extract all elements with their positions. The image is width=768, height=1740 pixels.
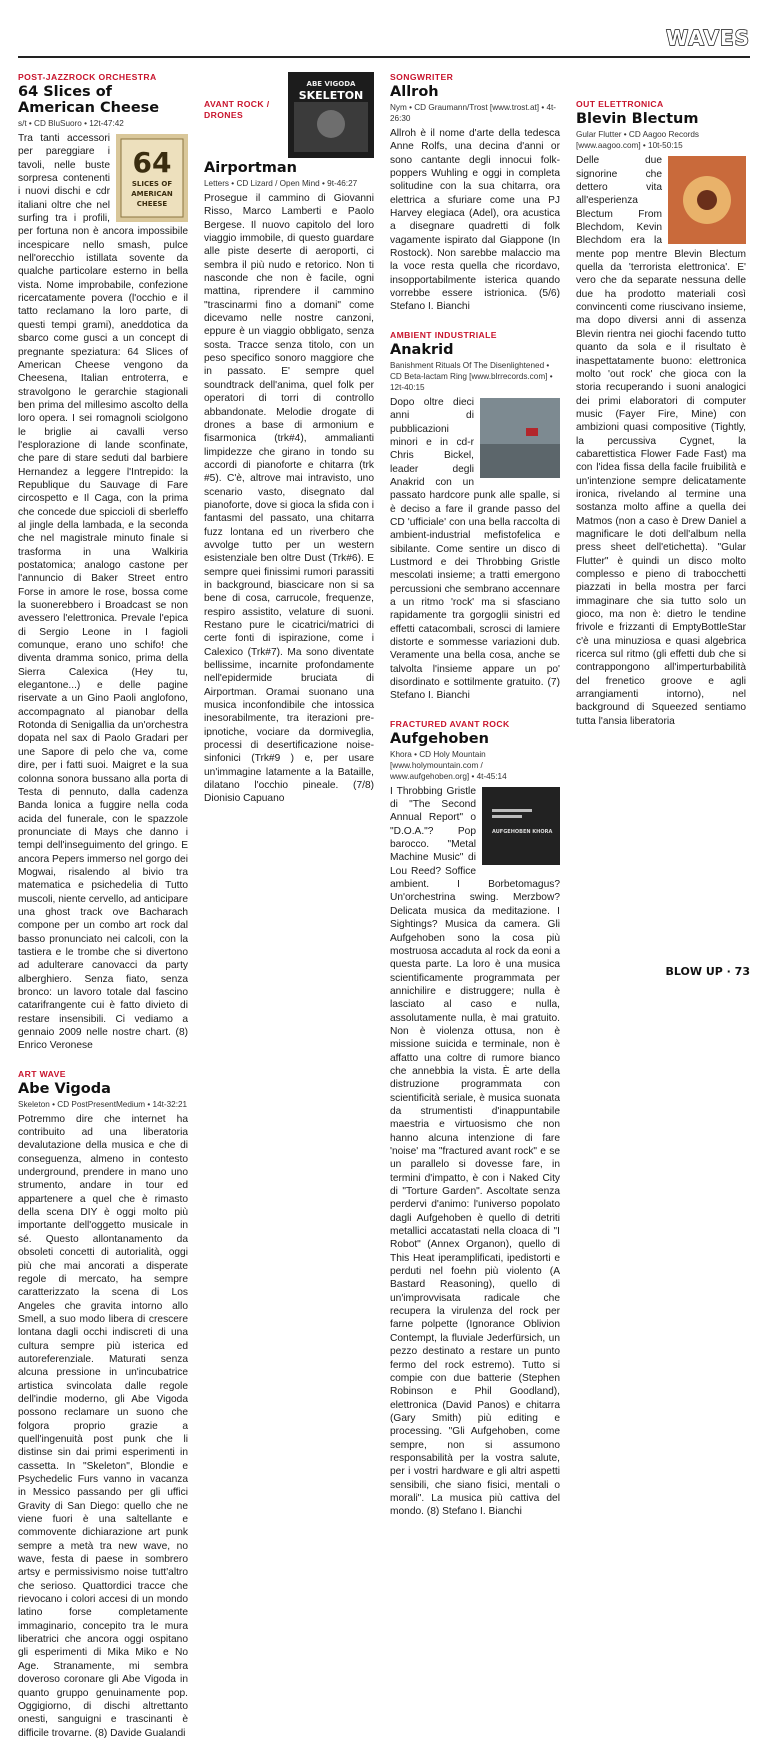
cover-line: CHEESE [136,200,168,208]
genre-kicker: ART WAVE [18,1068,66,1079]
review-body-continued [576,70,746,83]
album-cover-blevin-blectum [668,156,746,244]
genre-kicker: AMBIENT INDUSTRIALE [390,329,497,340]
cover-title: SKELETON [298,89,364,102]
release-meta: Skeleton • CD PostPresentMedium • 14t-32:21 [18,1099,188,1109]
genre-kicker: POST-JAZZROCK ORCHESTRA [18,72,157,82]
column-1 [18,70,188,1740]
column-2 [204,70,374,806]
cover-text: AUFGEHOBEN KHORA [492,828,553,835]
review-title: Blevin Blectum [576,111,699,128]
release-meta: Khora • CD Holy Mountain [www.holymountain.com / www.aufgehoben.org] • 4t-45:14 [390,749,507,781]
review-body: Tra tanti accessori per pareggiare i tavoli, nelle buste sorpresa contenenti i nuovi dischi e cdr italiani oltre che nel surfing tra i profili, per fortuna non è ancora impossibile incespicare nello smash, pulce nell'orecchio istillata sovente da qualche particolare esterno in bella vista. Nome improbabile, confezione ricercatamente povera (l'occhio e il tatto reclamano la loro parte, di questi tempi grami), aneddotica da sbarco come gusci a un concept di pregnante speziatura: 64 Slices of American Cheese vengono da Cheesena, Italian entroterra, e stravolgono le gerarchie stagionali ben prima del millesimo ascolto della loro opera. I sei romagnoli sciolgono le briglie ai cavalli verso l'esplorazione di lande sconfinate, che pare di stare seduti dal barbiere Hernandez a leggere l'Intrepido: la Republique du Sauvage di Fare circospetto e Il Caga, con la prima che concede due spiccioli di sberleffo al jingle della lambada, e la seconda che nel magistrale minuto finale si trasforma in una Walkiria postatomica; analogo castone per l'annuncio di Baker Street entro Forse in amore le rose, bossa come la suonerebbero i Broadcast se non avessero l'elettronica. Prevale l'epica di Sergio Leone in I fagioli comunque, erano uno schifo! che diventa dramma sonico, prima della Sierra Calexica (Hey tu, elegantone...) e delle pagine riservate a un Gino Paoli anglofono, accompagnato al pianobar della Rotonda di Senigallia da un'orchestra dopata nel sax di Paolo Gradari per une Sapore di pelo che va, come dire, per i fatti suoi. Maigret e la sua colonna sonora bussano alla porta di Testa di pennuto, dalla cadenza Banda lonica a fuggire nella coda acida del funerale, con le spazzole pronunciate di Mays che danno i tempi dell'inseguimento del gringo. E ancora Pepers immerso nel gorgo dei Mogwai, risalendo al bivio tra matematica e psichedelia di Tutto muscoli, niente cervello, ad anticipare una ghost track ove Bacharach compone per un combo art rock dal basso pronunciato nei calcoli, con la tastiera e le trombe che si divertono ad adulterare canovacci da party alberghiero. Senza fiato, senza bronco: un lavoro totale dal fascino catarifrangente cui è fatto divieto di restare insensibili. Ci vediamo a gennaio 2009 nelle nostre chart. (8) Enrico Veronese [18,133,188,1052]
review-title: Abe Vigoda [18,1080,111,1097]
review-title: Allroh [390,84,439,100]
cover-line: SLICES OF [131,180,173,188]
review-body: Delle due signorine che dettero vita all'esperienza Blectum From Blechdom, Kevin Blechdom era la mente pop mentre Blevin Blectum quella da 'terrorista elettronica'. E' vero che da separate nessuna delle due ha prodotto materiali così convincenti come riuscivano insieme, ma dopo diversi anni di assenza Blevin rientra nei giochi facendo tutto quanto da sola e il risultato è inaspettatamente buono: elettronica molto 'out rock' che gioca con la storia recuperando i suoni analogici dei primi elaboratori di computer music (Fayer Fire, Mine) con ambizioni quasi compositive (Tightly, la percussiva Cygnet, la cabarettistica Flower Fade Fast) ma con l'idea fissa della facile fruibilità e un'intenzione sempre delicatamente ironica, rivelando al termine una sostanza molto affine a quella dei Matmos (non a caso è Drew Daniel a magnificare le doti dell'album nella press sheet dell'etichetta). "Gular Flutter" è quindi un disco molto complesso e pieno di trabocchetti piazzati in bella mostra per farci immaginare che sia tutto solo un gioco, ma non è: dietro le tendine frivole e frizzanti di EmptyBottleStar c'è una minuziosa e quasi algebrica ricerca sul ritmo (gli effetti dub che si contrappongono all'imperturbabilità del frenetico groove e agli arrangiamenti intorno), nel background di Squeezed sentiamo tutta l'ansia liberatoria [576,155,746,727]
review-title: Aufgehoben [390,730,489,747]
cover-artist: ABE VIGODA [306,80,356,88]
section-tag: WAVES [666,26,750,50]
column-3 [390,70,560,1519]
album-cover-64-slices [116,134,188,222]
genre-kicker: AVANT ROCK / DRONES [204,99,270,121]
genre-kicker: OUT ELETTRONICA [576,99,664,110]
review-title: 64 Slices of American Cheese [18,84,160,116]
review-title: Anakrid [390,341,454,358]
cover-number: 64 [132,146,172,179]
review-body: Prosegue il cammino di Giovanni Risso, Marco Lamberti e Paolo Bergese. Il nuovo capitolo del loro viaggio immobile, di questo guardare alle piste deserte di aeroporti, ci sembra il più nudo e retorico. Non ti nasconde che non è facile, ogni mattina, riprendere il cammino "trascinarmi fino a domani" come dicevamo nelle nostre canzoni, eppure è un viaggio obbligato, senza sosta. Tracce senza titolo, con un peso specifico sonoro maggiore che in passato. E' sempre quel soundtrack dell'anima, quel folk per operatori di torri di controllo abbandonate. Melodie drogate di drones a base di armonium e fisarmonica (trk#4), ammalianti limpidezze che girano in tondo su accordi di pianoforte e chitarra (trk #5). C'è, altrove mai intravisto, uno scenario vasto, disegnato dal pianoforte, dove si gioca la sfida con i fantasmi del passato, una chitarra fuzz lontana ed un riverbero che avvolge tutto per un western esistenziale ben oltre Dust (Trk#6). E sempre quei finissimi rumori parassiti in background, biascicare non si sa bene di cosa, carrucole, frequenze, respiro assistito, velature di suoni. Restano pure le cicatrici/matrici di certe fonti di ispirazione, come i Calexico (Trk#7). Ma sono diventate bellissime, incarnite profondamente nell'epidermide bruciata di Airportman. Oramai suonano una musica inconfondibile che intossica inesorabilmente, tra iterazioni pre-ipnotiche, vociare da dormiveglia, processi di desertificazione noise-sinfonici (Trk#9 ) e, per usare un'immagine latamente a la Bataille, dilatano l'occhio pineale. (7/8) Dionisio Capuano [204,193,374,805]
review-body: I Throbbing Gristle di "The Second Annual Report" o "D.O.A."? Pop barocco. "Metal Machine Music" di Lou Reed? Soffice ambient. I Borbetomagus? Un'orchestrina swing. Merzbow? Delicata musica da meditazione. I Sightings? Musica da camera. Gli Aufgehoben sono la cosa più mostruosa accaduta al rock da eoni a questa parte. La loro è una musica scientificamente programmata per annichilire e distruggere; nulla è lasciato al caso e nulla, assolutamente nulla, è mai gratuito. Non è violenza ottusa, non è missione suicida e terminale, non è affatto una coltre di rumore bianco che annebbia la vista. È arte della distruzione programmata con scientificità seriale, è musica suonata da strumentisti d'inappuntabile maestria e virtuosismo che non hanno alcuna intenzione di fare 'noise' ma "fractured avant rock" e se un parallelo si dovesse fare, in termini d'impatto, è con i Naked City di "Torture Garden". Ascoltate senza perdervi d'animo: l'universo popolato dagli Aufgehoben è quello di detriti metallici accatastati nella cloaca di "I Robot" (Annex Organon), quello di This Heat iperamplificati, ipedistorti e perduti nel foehn più violento (A Bastard Reasoning), quello di un'improvvisata radicale che recupera la virulenza del rock per farne polpette (Ignorance Oblivion Contempt, la fluviale Jederfürsich, un pezzo destinato a restare un punto fermo del rock estremo). Tutto si compie con due batterie (Stephen Robinson e Phil Goodland), elettronica (David Panos) e chitarra (Gary Smith) più editing e processing. "Gli Aufgehoben, come sempre, non si assumono responsabilità per la vostra salute, per i vostri hardware e gli altri aspetti sensibili, che siano fisici, mentali o morali". La musica più cattiva del mondo. (8) Stefano I. Bianchi [390,785,560,1518]
top-rule [18,56,750,58]
page-footer: BLOW UP · 73 [665,965,750,978]
release-meta: s/t • CD BluSuoro • 12t-47:42 [18,119,124,128]
album-cover-skeleton [288,72,374,158]
album-cover-anakrid [480,398,560,478]
cover-line: AMERICAN [131,190,173,198]
genre-kicker: SONGWRITER [390,72,454,82]
release-meta: Gular Flutter • CD Aagoo Records [www.aagoo.com] • 10t-50:15 [576,130,699,151]
release-meta: Banishment Rituals Of The Disenlightened • CD Beta-lactam Ring [www.blrrecords.com] • 12t-40:15 [390,360,553,392]
genre-kicker: FRACTURED AVANT ROCK [390,718,510,729]
release-meta: Letters • CD Lizard / Open Mind • 9t-46:27 [204,179,358,188]
column-4 [576,70,746,728]
review-body: Allroh è il nome d'arte della tedesca Anne Rolfs, una decina d'anni or sono cantante degli innocui folk-poppers Wuhling e oggi in completa solitudine con la sua chitarra, ora elettrica a sfuriare come una PJ Harvey elegiaca (Adel), ora acustica a disegnare quadretti di folk vagamente ispirato dal Giappone (In Rostock). Non sarebbe malaccio ma la voce resta quella che ricordavo, insopportabilmente isterica quando vorrebbe essere istrionica. (5/6) Stefano I. Bianchi [390,128,560,313]
review-body: Potremmo dire che internet ha contribuito ad una liberatoria devalutazione della musica e che di conseguenza, almeno in contesto underground, prendere in mano uno strumento, andare in tour ed appartenere a quel che è rimasto della scena DIY è oggi molto più importante dell'oggetto musicale in sé. Questo allontanamento da obsoleti concetti di autorialità, oggi più che mai ancorati a disperate regole di mercato, ha sempre caratterizzato la scena di Los Angeles che gravita intorno allo Smell, a suo modo libera di crescere lontana dagli occhi indiscreti di una cultura sempre più isterica ed autoreferenziale. Maturati senza alcuna pressione in un'incubatrice artistica svincolata dalle regole dell'indie moderno, gli Abe Vigoda possono reclamare un suono che folgora proprio grazie a quell'ingenuità post punk che li distinse sin dai primi esperimenti in cassetta. In "Skeleton", Blondie e Psychedelic Furs vanno in vacanza in Messico passando per gli uffici Gravity di San Diego: quello che ne viene fuori è una saltellante e commovente dichiarazione art punk sempre a metà tra new wave, no wave, festa di paese in sombrero artsy e permissivismo noise tutt'altro che serioso. Quattordici tracce che rievocano i colori accesi di un mondo latino forse completamente immaginario, concepito tra le mura liberatrici che ancora oggi ospitano gli esperimenti di Mika Miko e No Age. Stranamente, mi sembra doveroso coronare gli Abe Vigoda in quanto gruppo genuinamente pop. Oggigiorno, di dischi altrettanto onesti, sanguigni e trascinanti è difficile trovarne. (8) Davide Gualandi [18,1113,188,1739]
album-cover-aufgehoben [482,787,560,865]
review-body: Dopo oltre dieci anni di pubblicazioni minori e in cd-r Chris Bickel, leader degli Anakrid con un passato hardcore punk alle spalle, si è deciso a fare il grande passo del CD 'ufficiale' con una bella raccolta di ambient-industrial mefistofelica e sibilante. Come sentire un disco di Lustmord e dei Throbbing Gristle mescolati insieme; a tratti emergono percussioni che sembrano accennare a un ritmo 'rock' ma si sfasciano rapidamente tra gorgoglii sinistri ed effetti catacombali, scrosci di lamiere distorte e sommesse variazioni dub. Veramente una bella cosa, anche se talvolta l'insieme appare un po' disordinato e sottilmente gratuito. (7) Stefano I. Bianchi [390,396,560,702]
release-meta: Nym • CD Graumann/Trost [www.trost.at] • 4t-26:30 [390,103,557,123]
review-title: Airportman [204,160,297,176]
